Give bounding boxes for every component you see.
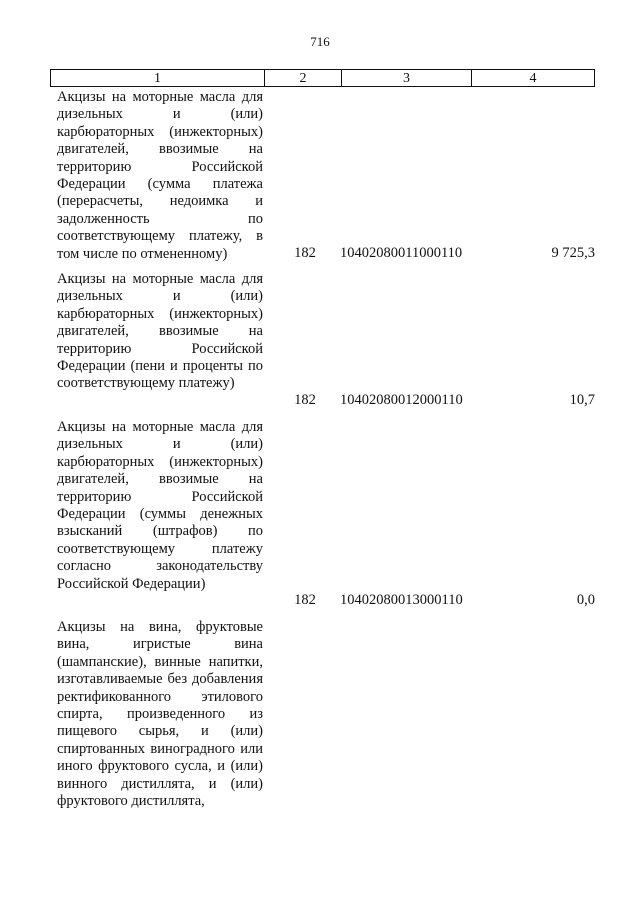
column-header-2: 2 — [265, 70, 342, 86]
row-amount: 10,7 — [569, 392, 595, 408]
row-amount: 9 725,3 — [551, 245, 595, 261]
page-number: 716 — [310, 34, 330, 49]
row-description: Акцизы на вина, фруктовые вина, игристые вина (шампанские), винные напитки, изготавливаемые без добавления ректификованного этилового спирта, произведенного из пищевого сырья, и (или) спиртованных виноградного или иного фруктового сусла, и (или) винного дистиллята, и (или) фруктового дистиллята, — [57, 619, 263, 810]
row-admin-code: 182 — [294, 592, 316, 608]
row-description: Акцизы на моторные масла для дизельных и (или) карбюраторных (инжекторных) двигателей, ввозимые на территорию Российской Федерации (суммы денежных взысканий (штрафов) по соответствующему платежу согласно законодательству Российской Федерации) — [57, 419, 263, 592]
column-header-3: 3 — [342, 70, 472, 86]
row-kbk-code: 10402080012000110 — [340, 392, 463, 408]
row-description: Акцизы на моторные масла для дизельных и (или) карбюраторных (инжекторных) двигателей, ввозимые на территорию Российской Федерации (пени и проценты по соответствующему платежу) — [57, 271, 263, 392]
row-admin-code: 182 — [294, 392, 316, 408]
column-header-1: 1 — [51, 70, 265, 86]
row-kbk-code: 10402080011000110 — [340, 245, 463, 261]
row-description: Акцизы на моторные масла для дизельных и (или) карбюраторных (инжекторных) двигателей, ввозимые на территорию Российской Федерации (сумма платежа (перерасчеты, недоимка и задолженность по соответствующему платежу, в том числе по отмененному) — [57, 89, 263, 262]
row-admin-code: 182 — [294, 245, 316, 261]
row-kbk-code: 10402080013000110 — [340, 592, 463, 608]
row-amount: 0,0 — [576, 592, 595, 608]
table-header — [50, 69, 595, 87]
column-header-4: 4 — [529, 71, 537, 86]
